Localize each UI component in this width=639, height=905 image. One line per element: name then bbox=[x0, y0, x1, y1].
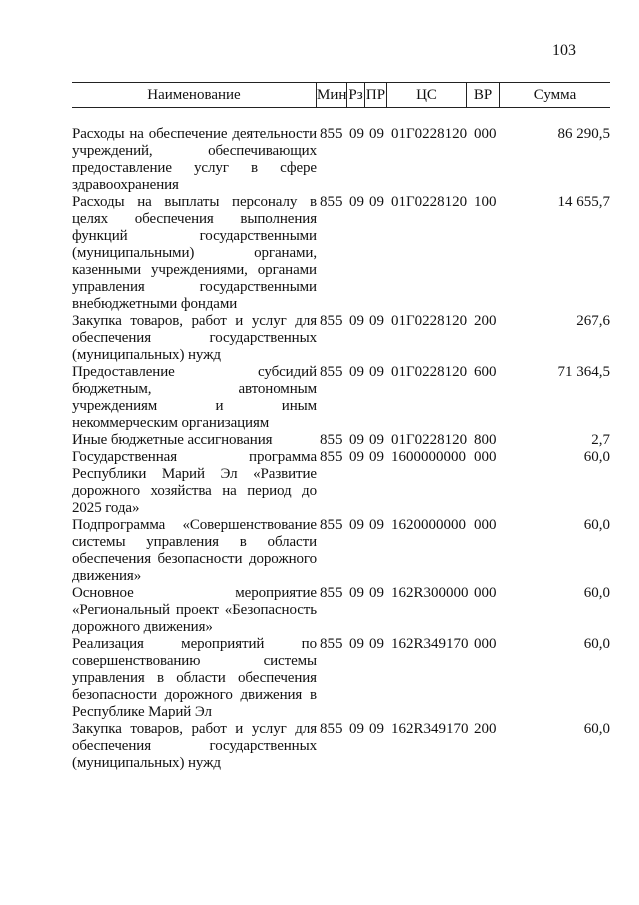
table-row bbox=[72, 364, 610, 432]
row-sum: 60,0 bbox=[583, 721, 610, 737]
row-vr: 000 bbox=[474, 636, 497, 652]
row-vr: 000 bbox=[474, 517, 497, 533]
row-pr: 09 bbox=[369, 721, 384, 737]
table-row bbox=[72, 126, 610, 194]
row-sum: 2,7 bbox=[591, 432, 610, 448]
row-sum: 60,0 bbox=[583, 636, 610, 652]
row-min: 855 bbox=[320, 585, 343, 601]
table-row bbox=[72, 194, 610, 313]
row-rz: 09 bbox=[349, 313, 364, 329]
table-body bbox=[72, 126, 610, 772]
row-rz: 09 bbox=[349, 721, 364, 737]
row-sum: 267,6 bbox=[576, 313, 610, 329]
header-vr: ВР bbox=[473, 87, 493, 103]
row-pr: 09 bbox=[369, 636, 384, 652]
table-header bbox=[72, 82, 610, 108]
row-rz: 09 bbox=[349, 449, 364, 465]
row-name: Расходы на обеспечение деятельности учреждений, обеспечивающих предоставление услуг в сфере здравоохранения bbox=[72, 126, 317, 193]
row-pr: 09 bbox=[369, 517, 384, 533]
table-row bbox=[72, 721, 610, 772]
row-rz: 09 bbox=[349, 432, 364, 448]
row-name: Государственная программа Республики Марий Эл «Развитие дорожного хозяйства на период до 2025 года» bbox=[72, 449, 317, 516]
row-name: Подпрограмма «Совершенствование системы управления в области обеспечения безопасности дорожного движения» bbox=[72, 517, 317, 584]
row-vr: 000 bbox=[474, 585, 497, 601]
row-name: Предоставление субсидий бюджетным, автономным учреждениям и иным некоммерческим организациям bbox=[72, 364, 317, 431]
row-pr: 09 bbox=[369, 585, 384, 601]
table-row bbox=[72, 313, 610, 364]
row-cs: 01Г0228120 bbox=[391, 364, 468, 380]
row-name: Расходы на выплаты персоналу в целях обеспечения выполнения функций государственными (муниципальными) органами, казенными учреждениями, органами управления государственными внебюджетными фондами bbox=[72, 194, 317, 312]
row-pr: 09 bbox=[369, 364, 384, 380]
header-name: Наименование bbox=[147, 87, 241, 103]
row-cs: 01Г0228120 bbox=[391, 432, 468, 448]
row-rz: 09 bbox=[349, 636, 364, 652]
row-min: 855 bbox=[320, 517, 343, 533]
table-row bbox=[72, 517, 610, 585]
row-vr: 800 bbox=[474, 432, 497, 448]
row-vr: 000 bbox=[474, 449, 497, 465]
header-cs: ЦС bbox=[416, 87, 437, 103]
row-min: 855 bbox=[320, 432, 343, 448]
row-vr: 200 bbox=[474, 721, 497, 737]
row-sum: 71 364,5 bbox=[557, 364, 610, 380]
table-row bbox=[72, 432, 610, 449]
row-rz: 09 bbox=[349, 126, 364, 142]
row-sum: 60,0 bbox=[583, 449, 610, 465]
row-min: 855 bbox=[320, 313, 343, 329]
row-cs: 162R349170 bbox=[391, 636, 469, 652]
table-row bbox=[72, 585, 610, 636]
row-sum: 60,0 bbox=[583, 585, 610, 601]
row-cs: 1600000000 bbox=[391, 449, 466, 465]
header-sum: Сумма bbox=[533, 87, 577, 103]
row-cs: 01Г0228120 bbox=[391, 194, 468, 210]
row-pr: 09 bbox=[369, 126, 384, 142]
table-row bbox=[72, 636, 610, 721]
header-pr: ПР bbox=[365, 87, 386, 103]
row-rz: 09 bbox=[349, 364, 364, 380]
row-pr: 09 bbox=[369, 432, 384, 448]
row-min: 855 bbox=[320, 449, 343, 465]
row-vr: 000 bbox=[474, 126, 497, 142]
row-cs: 162R300000 bbox=[391, 585, 469, 601]
row-min: 855 bbox=[320, 126, 343, 142]
row-cs: 1620000000 bbox=[391, 517, 466, 533]
row-vr: 200 bbox=[474, 313, 497, 329]
page-number: 103 bbox=[552, 42, 576, 59]
row-sum: 14 655,7 bbox=[557, 194, 610, 210]
row-name: Основное мероприятие «Региональный проект «Безопасность дорожного движения» bbox=[72, 585, 317, 635]
row-sum: 86 290,5 bbox=[557, 126, 610, 142]
row-pr: 09 bbox=[369, 449, 384, 465]
row-min: 855 bbox=[320, 364, 343, 380]
row-cs: 01Г0228120 bbox=[391, 313, 468, 329]
row-rz: 09 bbox=[349, 517, 364, 533]
row-min: 855 bbox=[320, 721, 343, 737]
row-name: Закупка товаров, работ и услуг для обеспечения государственных (муниципальных) нужд bbox=[72, 313, 317, 363]
row-vr: 100 bbox=[474, 194, 497, 210]
row-rz: 09 bbox=[349, 585, 364, 601]
row-name: Закупка товаров, работ и услуг для обеспечения государственных (муниципальных) нужд bbox=[72, 721, 317, 771]
row-min: 855 bbox=[320, 194, 343, 210]
row-cs: 01Г0228120 bbox=[391, 126, 468, 142]
row-name: Иные бюджетные ассигнования bbox=[72, 432, 273, 448]
row-name: Реализация мероприятий по совершенствованию системы управления в области обеспечения безопасности дорожного движения в Республике Марий Эл bbox=[72, 636, 317, 720]
row-pr: 09 bbox=[369, 194, 384, 210]
row-pr: 09 bbox=[369, 313, 384, 329]
header-min: Мин bbox=[317, 87, 347, 103]
table-row bbox=[72, 449, 610, 517]
header-rz: Рз bbox=[348, 87, 363, 103]
row-cs: 162R349170 bbox=[391, 721, 469, 737]
row-rz: 09 bbox=[349, 194, 364, 210]
row-min: 855 bbox=[320, 636, 343, 652]
budget-table bbox=[72, 82, 610, 772]
row-sum: 60,0 bbox=[583, 517, 610, 533]
row-vr: 600 bbox=[474, 364, 497, 380]
